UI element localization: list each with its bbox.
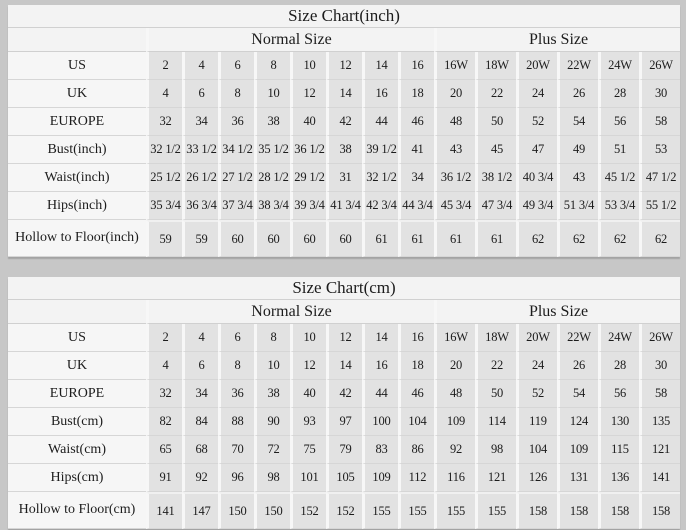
row-label: Hollow to Floor(inch) xyxy=(8,220,146,257)
size-cell: 36 3/4 xyxy=(182,192,218,220)
size-cell: 56 xyxy=(598,380,639,408)
size-cell: 16 xyxy=(398,324,434,352)
table-row xyxy=(8,436,680,464)
size-cell: 35 1/2 xyxy=(254,136,290,164)
table-row xyxy=(8,352,680,380)
size-cell: 18 xyxy=(398,352,434,380)
size-cell: 158 xyxy=(557,492,598,529)
size-cell: 86 xyxy=(398,436,434,464)
size-cell: 62 xyxy=(516,220,557,257)
size-cell: 24W xyxy=(598,52,639,80)
size-cell: 2 xyxy=(146,52,182,80)
corner-cell xyxy=(8,28,146,52)
size-cell: 59 xyxy=(182,220,218,257)
size-cell: 75 xyxy=(290,436,326,464)
table-row xyxy=(8,464,680,492)
size-cell: 58 xyxy=(639,108,680,136)
size-cell: 42 xyxy=(326,380,362,408)
size-cell: 97 xyxy=(326,408,362,436)
size-cell: 48 xyxy=(434,108,475,136)
size-cell: 135 xyxy=(639,408,680,436)
size-cell: 44 xyxy=(362,108,398,136)
size-cell: 109 xyxy=(557,436,598,464)
size-cell: 119 xyxy=(516,408,557,436)
size-cell: 70 xyxy=(218,436,254,464)
size-cell: 16 xyxy=(398,52,434,80)
size-cell: 49 xyxy=(557,136,598,164)
size-cell: 116 xyxy=(434,464,475,492)
size-cell: 48 xyxy=(434,380,475,408)
size-cell: 61 xyxy=(362,220,398,257)
size-cell: 158 xyxy=(639,492,680,529)
table-row xyxy=(8,220,680,257)
size-cell: 30 xyxy=(639,352,680,380)
size-cell: 36 1/2 xyxy=(290,136,326,164)
size-cell: 58 xyxy=(639,380,680,408)
row-label: Waist(inch) xyxy=(8,164,146,192)
size-cell: 18W xyxy=(475,52,516,80)
size-chart-cm-table xyxy=(8,277,680,529)
corner-cell xyxy=(8,300,146,324)
size-cell: 60 xyxy=(326,220,362,257)
size-cell: 24 xyxy=(516,80,557,108)
size-cell: 14 xyxy=(326,352,362,380)
size-cell: 51 3/4 xyxy=(557,192,598,220)
size-cell: 44 3/4 xyxy=(398,192,434,220)
size-cell: 32 xyxy=(146,108,182,136)
size-cell: 41 3/4 xyxy=(326,192,362,220)
row-label: Hollow to Floor(cm) xyxy=(8,492,146,529)
size-cell: 18W xyxy=(475,324,516,352)
size-cell: 42 xyxy=(326,108,362,136)
size-cell: 46 xyxy=(398,108,434,136)
size-cell: 30 xyxy=(639,80,680,108)
size-cell: 4 xyxy=(182,324,218,352)
size-cell: 50 xyxy=(475,380,516,408)
table-row xyxy=(8,52,680,80)
size-cell: 84 xyxy=(182,408,218,436)
group-header-plus-size: Plus Size xyxy=(434,28,680,52)
size-cell: 150 xyxy=(254,492,290,529)
size-cell: 12 xyxy=(326,52,362,80)
size-cell: 38 xyxy=(254,380,290,408)
table-row xyxy=(8,324,680,352)
size-cell: 43 xyxy=(557,164,598,192)
size-cell: 12 xyxy=(290,352,326,380)
row-label: US xyxy=(8,52,146,80)
table-row xyxy=(8,408,680,436)
size-cell: 8 xyxy=(218,80,254,108)
row-label: Hips(cm) xyxy=(8,464,146,492)
size-cell: 43 xyxy=(434,136,475,164)
size-cell: 26 xyxy=(557,352,598,380)
table-row xyxy=(8,380,680,408)
group-header-normal-size: Normal Size xyxy=(146,300,434,324)
size-cell: 41 xyxy=(398,136,434,164)
size-cell: 155 xyxy=(475,492,516,529)
size-cell: 72 xyxy=(254,436,290,464)
size-cell: 82 xyxy=(146,408,182,436)
group-header-plus-size: Plus Size xyxy=(434,300,680,324)
size-cell: 39 3/4 xyxy=(290,192,326,220)
size-cell: 90 xyxy=(254,408,290,436)
size-cell: 39 1/2 xyxy=(362,136,398,164)
size-cell: 93 xyxy=(290,408,326,436)
group-header-normal-size: Normal Size xyxy=(146,28,434,52)
table-row xyxy=(8,80,680,108)
size-cell: 16W xyxy=(434,52,475,80)
size-cell: 155 xyxy=(398,492,434,529)
size-cell: 131 xyxy=(557,464,598,492)
size-cell: 28 xyxy=(598,352,639,380)
size-cell: 10 xyxy=(254,352,290,380)
size-cell: 38 3/4 xyxy=(254,192,290,220)
size-cell: 26W xyxy=(639,324,680,352)
size-cell: 26 1/2 xyxy=(182,164,218,192)
size-cell: 130 xyxy=(598,408,639,436)
size-cell: 12 xyxy=(326,324,362,352)
size-cell: 92 xyxy=(182,464,218,492)
size-cell: 6 xyxy=(218,52,254,80)
table-row xyxy=(8,136,680,164)
size-cell: 22 xyxy=(475,352,516,380)
size-cell: 26 xyxy=(557,80,598,108)
size-cell: 112 xyxy=(398,464,434,492)
size-cell: 16 xyxy=(362,80,398,108)
size-cell: 6 xyxy=(218,324,254,352)
size-cell: 141 xyxy=(639,464,680,492)
size-cell: 2 xyxy=(146,324,182,352)
size-cell: 16 xyxy=(362,352,398,380)
size-cell: 20 xyxy=(434,352,475,380)
size-cell: 61 xyxy=(398,220,434,257)
size-cell: 152 xyxy=(326,492,362,529)
size-cell: 38 xyxy=(326,136,362,164)
size-cell: 46 xyxy=(398,380,434,408)
size-cell: 4 xyxy=(182,52,218,80)
size-cell: 40 3/4 xyxy=(516,164,557,192)
size-cell: 36 xyxy=(218,380,254,408)
size-cell: 40 xyxy=(290,108,326,136)
row-label: EUROPE xyxy=(8,108,146,136)
size-cell: 22W xyxy=(557,52,598,80)
size-cell: 121 xyxy=(475,464,516,492)
size-cell: 6 xyxy=(182,80,218,108)
size-cell: 8 xyxy=(218,352,254,380)
size-cell: 91 xyxy=(146,464,182,492)
size-cell: 105 xyxy=(326,464,362,492)
size-cell: 28 xyxy=(598,80,639,108)
size-cell: 35 3/4 xyxy=(146,192,182,220)
size-cell: 42 3/4 xyxy=(362,192,398,220)
size-cell: 141 xyxy=(146,492,182,529)
size-cell: 38 1/2 xyxy=(475,164,516,192)
size-cell: 44 xyxy=(362,380,398,408)
size-cell: 65 xyxy=(146,436,182,464)
size-cell: 101 xyxy=(290,464,326,492)
size-cell: 36 1/2 xyxy=(434,164,475,192)
table-title: Size Chart(cm) xyxy=(8,277,680,300)
size-cell: 6 xyxy=(182,352,218,380)
size-cell: 14 xyxy=(326,80,362,108)
table-title: Size Chart(inch) xyxy=(8,5,680,28)
size-cell: 98 xyxy=(254,464,290,492)
size-cell: 32 xyxy=(146,380,182,408)
row-label: Hips(inch) xyxy=(8,192,146,220)
size-cell: 60 xyxy=(218,220,254,257)
size-cell: 14 xyxy=(362,52,398,80)
size-cell: 34 1/2 xyxy=(218,136,254,164)
size-cell: 29 1/2 xyxy=(290,164,326,192)
size-cell: 126 xyxy=(516,464,557,492)
size-cell: 136 xyxy=(598,464,639,492)
size-cell: 45 3/4 xyxy=(434,192,475,220)
size-cell: 60 xyxy=(254,220,290,257)
size-cell: 18 xyxy=(398,80,434,108)
size-cell: 47 1/2 xyxy=(639,164,680,192)
row-label: Bust(inch) xyxy=(8,136,146,164)
size-cell: 36 xyxy=(218,108,254,136)
size-cell: 52 xyxy=(516,108,557,136)
size-cell: 147 xyxy=(182,492,218,529)
size-cell: 98 xyxy=(475,436,516,464)
size-chart-inch-table xyxy=(8,5,680,257)
size-cell: 121 xyxy=(639,436,680,464)
size-cell: 50 xyxy=(475,108,516,136)
size-cell: 16W xyxy=(434,324,475,352)
table-title-row xyxy=(8,5,680,28)
size-cell: 22 xyxy=(475,80,516,108)
row-label: US xyxy=(8,324,146,352)
size-cell: 24 xyxy=(516,352,557,380)
size-cell: 59 xyxy=(146,220,182,257)
size-cell: 26W xyxy=(639,52,680,80)
size-cell: 14 xyxy=(362,324,398,352)
size-cell: 45 xyxy=(475,136,516,164)
size-cell: 52 xyxy=(516,380,557,408)
size-cell: 62 xyxy=(557,220,598,257)
table-row xyxy=(8,192,680,220)
size-cell: 40 xyxy=(290,380,326,408)
size-cell: 54 xyxy=(557,380,598,408)
size-cell: 115 xyxy=(598,436,639,464)
size-cell: 20 xyxy=(434,80,475,108)
size-cell: 47 3/4 xyxy=(475,192,516,220)
size-cell: 10 xyxy=(290,324,326,352)
size-cell: 104 xyxy=(516,436,557,464)
row-label: UK xyxy=(8,352,146,380)
size-cell: 60 xyxy=(290,220,326,257)
size-cell: 54 xyxy=(557,108,598,136)
row-label: EUROPE xyxy=(8,380,146,408)
size-cell: 56 xyxy=(598,108,639,136)
size-cell: 10 xyxy=(254,80,290,108)
size-cell: 51 xyxy=(598,136,639,164)
size-cell: 55 1/2 xyxy=(639,192,680,220)
size-cell: 10 xyxy=(290,52,326,80)
size-cell: 53 3/4 xyxy=(598,192,639,220)
size-cell: 88 xyxy=(218,408,254,436)
size-cell: 49 3/4 xyxy=(516,192,557,220)
size-cell: 61 xyxy=(434,220,475,257)
table-row xyxy=(8,164,680,192)
size-cell: 34 xyxy=(182,380,218,408)
size-cell: 104 xyxy=(398,408,434,436)
size-cell: 92 xyxy=(434,436,475,464)
size-cell: 4 xyxy=(146,80,182,108)
group-header-row xyxy=(8,28,680,52)
size-cell: 38 xyxy=(254,108,290,136)
size-cell: 45 1/2 xyxy=(598,164,639,192)
size-cell: 33 1/2 xyxy=(182,136,218,164)
size-cell: 25 1/2 xyxy=(146,164,182,192)
row-label: Waist(cm) xyxy=(8,436,146,464)
table-row xyxy=(8,108,680,136)
size-cell: 83 xyxy=(362,436,398,464)
size-cell: 20W xyxy=(516,324,557,352)
size-cell: 34 xyxy=(398,164,434,192)
size-cell: 100 xyxy=(362,408,398,436)
size-cell: 158 xyxy=(598,492,639,529)
table-title-row xyxy=(8,277,680,300)
size-cell: 124 xyxy=(557,408,598,436)
size-cell: 114 xyxy=(475,408,516,436)
size-cell: 96 xyxy=(218,464,254,492)
size-cell: 27 1/2 xyxy=(218,164,254,192)
size-cell: 53 xyxy=(639,136,680,164)
size-cell: 37 3/4 xyxy=(218,192,254,220)
row-label: Bust(cm) xyxy=(8,408,146,436)
size-cell: 31 xyxy=(326,164,362,192)
size-cell: 8 xyxy=(254,52,290,80)
row-label: UK xyxy=(8,80,146,108)
size-cell: 109 xyxy=(434,408,475,436)
size-cell: 22W xyxy=(557,324,598,352)
size-cell: 12 xyxy=(290,80,326,108)
group-header-row xyxy=(8,300,680,324)
size-cell: 4 xyxy=(146,352,182,380)
size-cell: 68 xyxy=(182,436,218,464)
size-cell: 61 xyxy=(475,220,516,257)
size-cell: 8 xyxy=(254,324,290,352)
size-cell: 158 xyxy=(516,492,557,529)
size-cell: 32 1/2 xyxy=(362,164,398,192)
size-cell: 47 xyxy=(516,136,557,164)
size-cell: 152 xyxy=(290,492,326,529)
size-cell: 109 xyxy=(362,464,398,492)
size-cell: 150 xyxy=(218,492,254,529)
size-cell: 155 xyxy=(362,492,398,529)
size-cell: 62 xyxy=(598,220,639,257)
size-cell: 155 xyxy=(434,492,475,529)
size-cell: 28 1/2 xyxy=(254,164,290,192)
table-row xyxy=(8,492,680,529)
size-cell: 79 xyxy=(326,436,362,464)
size-cell: 34 xyxy=(182,108,218,136)
size-cell: 62 xyxy=(639,220,680,257)
size-cell: 20W xyxy=(516,52,557,80)
size-cell: 32 1/2 xyxy=(146,136,182,164)
size-cell: 24W xyxy=(598,324,639,352)
